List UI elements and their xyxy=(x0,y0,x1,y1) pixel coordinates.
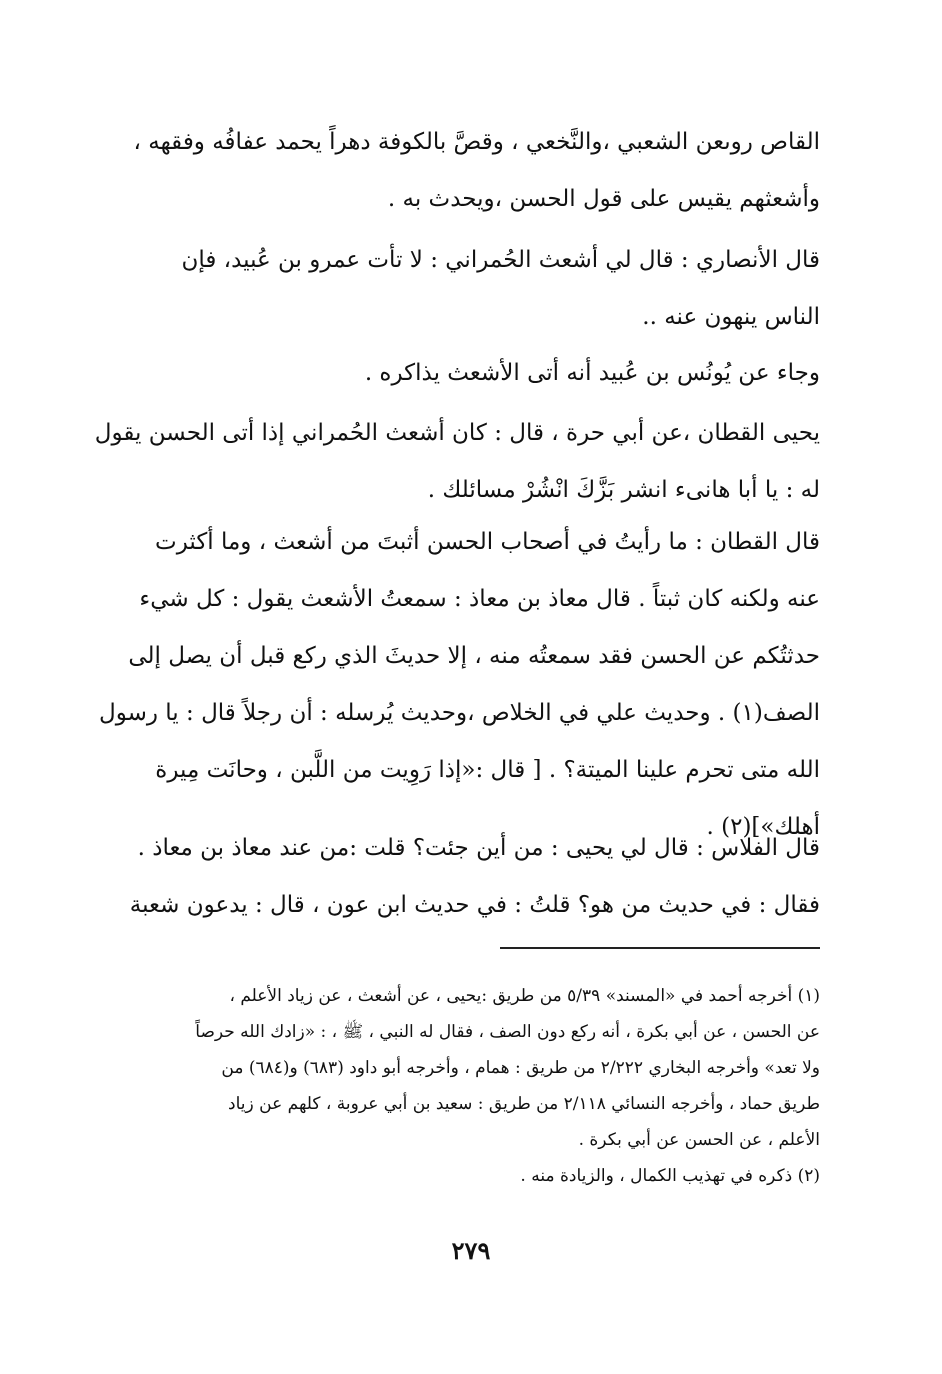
paragraph-2 xyxy=(164,232,820,346)
text-line: قال الأنصاري : قال لي أشعث الحُمراني : لا تأت عمرو بن عُبيد، فإن xyxy=(181,247,820,273)
footnote-line: (٢) ذكره في تهذيب الكمال ، والزيادة منه . xyxy=(520,1166,820,1186)
text-line: له : يا أبا هانىء انشر بَزَّكَ انْشُرْ مسائلك . xyxy=(427,477,820,503)
footnote-line: (١) أخرجه أحمد في «المسند» ٥/٣٩ من طريق :يحيى ، عن أشعث ، عن زياد الأعلم ، xyxy=(229,986,820,1006)
paragraph-6 xyxy=(129,820,820,934)
paragraph-3 xyxy=(164,345,820,402)
footnote-line: ولا تعد» وأخرجه البخاري ٢/٢٢٢ من طريق : همام ، وأخرجه أبو داود (٦٨٣) و(٦٨٤) من xyxy=(221,1058,820,1078)
text-line: الله متى تحرم علينا الميتة؟ . [ قال :«إذا رَوِيت من اللَّبن ، وحانَت مِيرة xyxy=(155,757,820,783)
paragraph-5 xyxy=(99,514,820,856)
text-line: الصف(١) . وحديث علي في الخلاص ،وحديث يُرسله : أن رجلاً قال : يا رسول xyxy=(99,700,820,726)
text-line: فقال : في حديث من هو؟ قلتُ : في حديث ابن عون ، قال : يدعون شعبة xyxy=(129,892,820,918)
text-line: قال الفلاس : قال لي يحيى : من أين جئت؟ قلت :من عند معاذ بن معاذ . xyxy=(137,835,820,861)
text-line: وأشعثهم يقيس على قول الحسن ،ويحدث به . xyxy=(387,186,820,212)
footnote-line: الأعلم ، عن الحسن عن أبي بكرة . xyxy=(578,1130,820,1150)
text-line: وجاء عن يُونُس بن عُبيد أنه أتى الأشعث يذاكره . xyxy=(364,360,820,386)
page-number: ٢٧٩ xyxy=(451,1236,491,1265)
text-line: أهلك»](٢) . xyxy=(706,814,820,840)
text-line: حدثتُكم عن الحسن فقد سمعتُه منه ، إلا حديثَ الذي ركع قبل أن يصل إلى xyxy=(128,643,820,669)
footnotes xyxy=(164,978,820,1194)
text-line: القاص روىعن الشعبي ،والنَّخعي ، وقصَّ بالكوفة دهراً يحمد عفافُه وفقهه ، xyxy=(133,129,820,155)
paragraph-1 xyxy=(133,114,820,228)
text-line: الناس ينهون عنه .. xyxy=(642,304,820,330)
text-line: قال القطان : ما رأيتُ في أصحاب الحسن أثبتَ من أشعث ، وما أكثرت xyxy=(155,529,820,555)
text-line: يحيى القطان ،عن أبي حرة ، قال : كان أشعث الحُمراني إذا أتى الحسن يقول xyxy=(94,420,820,446)
footnote-divider xyxy=(500,947,820,949)
paragraph-4 xyxy=(94,405,820,519)
footnote-line: طريق حماد ، وأخرجه النسائي ٢/١١٨ من طريق : سعيد بن أبي عروبة ، كلهم عن زياد xyxy=(228,1094,820,1114)
footnote-line: عن الحسن ، عن أبي بكرة ، أنه ركع دون الصف ، فقال له النبي ، ﷺ ، : «زادك الله حرصاً xyxy=(195,1022,820,1042)
text-line: عنه ولكنه كان ثبتاً . قال معاذ بن معاذ : سمعتُ الأشعث يقول : كل شيء xyxy=(139,586,820,612)
